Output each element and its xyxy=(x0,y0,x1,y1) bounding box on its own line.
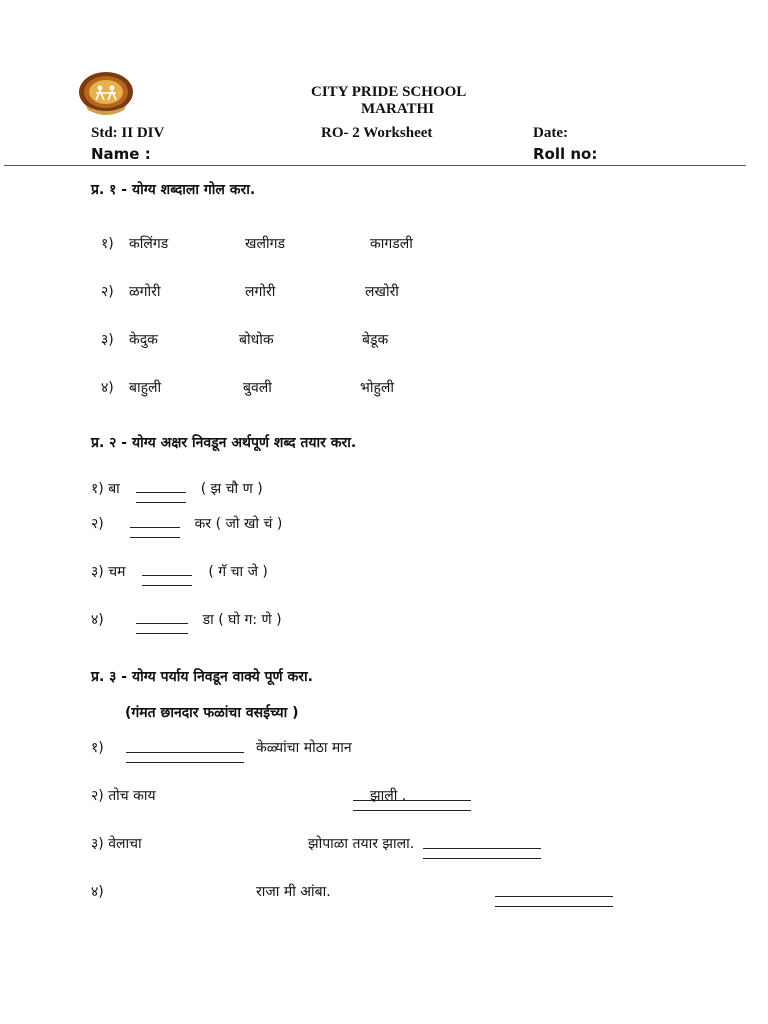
q2-row-2 xyxy=(91,513,282,533)
question-2-title: प्र. २ - योग्य अक्षर निवडून अर्थपूर्ण शब्द तयार करा. xyxy=(91,435,357,451)
q1-row-2-option-2[interactable]: लगोरी xyxy=(245,284,276,300)
q2-row-2-blank[interactable] xyxy=(130,513,180,528)
q2-row-3-choices: ( गॅ चा जे ) xyxy=(208,564,268,580)
q2-row-2-choices: कर ( जो खो चं ) xyxy=(194,516,283,532)
q1-row-3-option-2[interactable]: बोधोक xyxy=(239,332,274,348)
q2-row-4 xyxy=(91,609,282,629)
q1-row-3-option-1[interactable]: केदुक xyxy=(129,332,158,348)
q1-row-2-option-1[interactable]: ळगोरी xyxy=(129,284,161,300)
q3-row-3-prefix: ३) वेलाचा xyxy=(91,836,142,852)
q1-row-4-option-3[interactable]: भोहुली xyxy=(360,380,395,396)
subject-title: MARATHI xyxy=(361,101,435,117)
q1-row-1-option-3[interactable]: कागडली xyxy=(370,236,413,252)
question-3-title: प्र. ३ - योग्य पर्याय निवडून वाक्ये पूर्ण करा. xyxy=(91,669,313,685)
name-label: Name : xyxy=(91,145,151,163)
q1-row-1-num: १) xyxy=(101,236,114,252)
q1-row-4-option-1[interactable]: बाहुली xyxy=(129,380,162,396)
q3-row-4-prefix: ४) xyxy=(91,884,104,900)
header-divider xyxy=(4,165,746,166)
q1-row-2-option-3[interactable]: लखोरी xyxy=(365,284,399,300)
q2-row-1 xyxy=(91,478,263,498)
q1-row-3-option-3[interactable]: बेडूक xyxy=(362,332,389,348)
roll-no-label: Roll no: xyxy=(533,145,598,163)
worksheet-label: RO- 2 Worksheet xyxy=(321,125,433,141)
q3-row-2-text: झाली . xyxy=(370,788,407,804)
q2-row-4-prefix: ४) xyxy=(91,612,104,628)
q3-row-3-text: झोपाळा तयार झाला. xyxy=(308,836,415,852)
q1-row-4-option-2[interactable]: बुवली xyxy=(243,380,272,396)
q3-row-1-blank[interactable] xyxy=(126,738,244,753)
q3-row-1-text: केळ्यांचा मोठा मान xyxy=(256,740,352,756)
q1-row-1-option-2[interactable]: खलीगड xyxy=(245,236,285,252)
q1-row-2-num: २) xyxy=(101,284,114,300)
q3-row-3-blank[interactable] xyxy=(423,834,541,849)
q2-row-2-prefix: २) xyxy=(91,516,104,532)
q3-row-4-blank[interactable] xyxy=(495,882,613,897)
q2-row-4-blank[interactable] xyxy=(136,609,188,624)
q2-row-1-blank[interactable] xyxy=(136,478,186,493)
q3-row-4-text: राजा मी आंबा. xyxy=(256,884,331,900)
q2-row-3 xyxy=(91,561,268,581)
q1-row-3-num: ३) xyxy=(101,332,114,348)
q3-row-2-prefix: २) तोच काय xyxy=(91,788,156,804)
q2-row-3-prefix: ३) चम xyxy=(91,564,126,580)
school-name: CITY PRIDE SCHOOL xyxy=(311,84,467,100)
q2-row-1-prefix: १) बा xyxy=(91,481,120,497)
date-label: Date: xyxy=(533,125,568,141)
question-1-title: प्र. १ - योग्य शब्दाला गोल करा. xyxy=(91,182,256,198)
q3-row-1-prefix: १) xyxy=(91,740,104,756)
q1-row-1-option-1[interactable]: कलिंगड xyxy=(129,236,169,252)
q2-row-4-choices: डा ( घो ग: णे ) xyxy=(202,612,282,628)
std-div: Std: II DIV xyxy=(91,125,165,141)
q2-row-3-blank[interactable] xyxy=(142,561,192,576)
school-logo xyxy=(78,70,134,118)
q2-row-1-choices: ( झ चौ ण ) xyxy=(200,481,263,497)
q1-row-4-num: ४) xyxy=(101,380,114,396)
question-3-options: (गंमत छानदार फळांचा वसईच्या ) xyxy=(125,705,299,721)
